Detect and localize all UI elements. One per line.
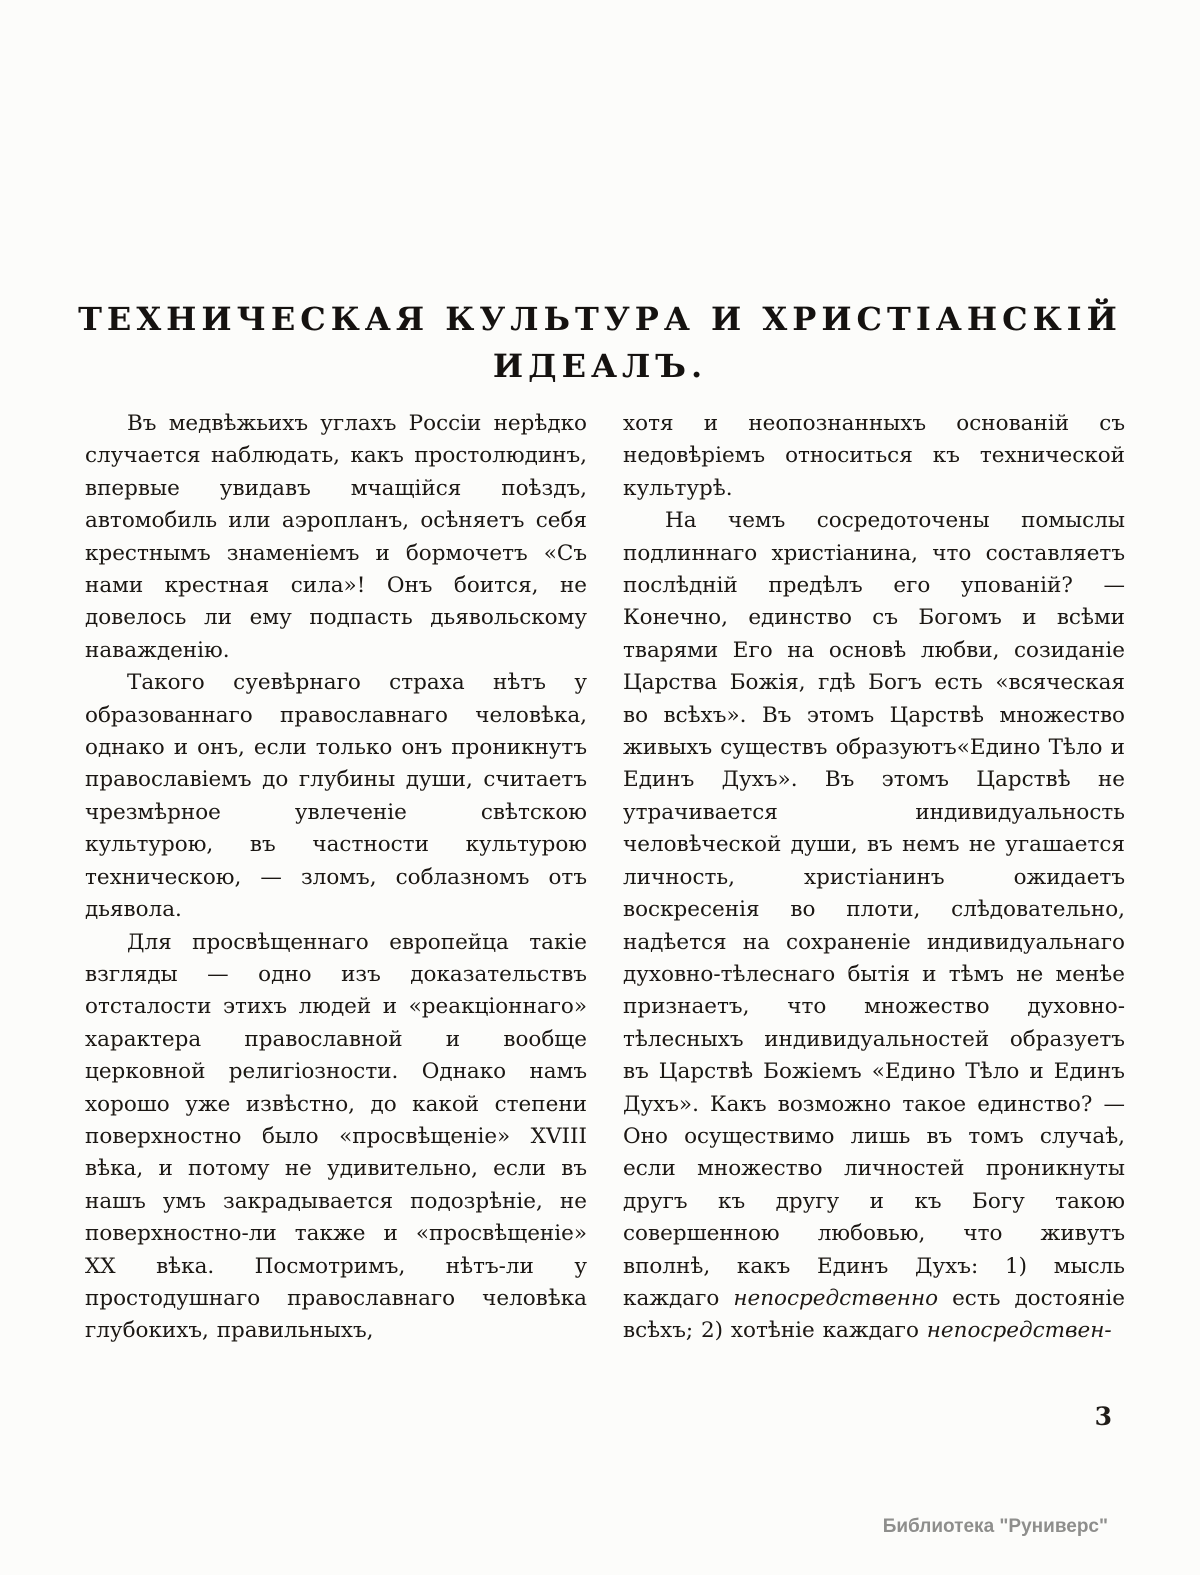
paragraph [623, 408, 1125, 505]
text-run: На чемъ сосредоточены помыслы подлиннаго христіанина, что составляетъ послѣдній предѣлъ его упованій? — Конечно, единство съ Богомъ и всѣми тварями Его на основѣ любви, созиданіе Царства Божія, гдѣ Богъ есть «всяческая во всѣхъ». Въ этомъ Царствѣ множество живыхъ существъ образуютъ«Едино Тѣло и Единъ Духъ». Въ этомъ Царствѣ не утрачивается индивидуальность человѣческой души, въ немъ не угашается личность, христіанинъ ожидаетъ воскресенія во плоти, слѣдовательно, надѣется на сохраненіе индивидуальнаго духовно-тѣлеснаго бытія и тѣмъ не менѣе признаетъ, что множество духовно-тѣлесныхъ индивидуальностей образуетъ въ Царствѣ Божіемъ «Едино Тѣло и Единъ Духъ». Какъ возможно такое единство? — Оно осуществимо лишь въ томъ случаѣ, если множество личностей проникнуты другъ къ другу и къ Богу такою совершенною любовью, что живутъ вполнѣ, какъ Единъ Духъ: 1) мысль каждаго [623, 508, 1125, 1311]
paragraph [623, 505, 1125, 1348]
right-column [623, 408, 1125, 1348]
left-column [85, 408, 587, 1348]
paragraph [85, 408, 587, 667]
text-run: хотя и неопознанныхъ основаній съ недовѣріемъ относиться къ технической культурѣ. [623, 411, 1125, 501]
text-run: Такого суевѣрнаго страха нѣтъ у образованнаго православнаго человѣка, однако и онъ, если только онъ проникнутъ православіемъ до глубины души, считаетъ чрезмѣрное увлеченіе свѣтскою культурою, въ частности культурою техническою, — зломъ, соблазномъ отъ дьявола. [85, 670, 587, 923]
text-run: есть достояніе всѣхъ; 2) хотѣніе каждаго [623, 1285, 1125, 1344]
text-run: Въ медвѣжьихъ углахъ Россіи нерѣдко случается наблюдать, какъ простолюдинъ, впервые увидавъ мчащійся поѣздъ, автомобиль или аэропланъ, осѣняетъ себя крестнымъ знаменіемъ и бормочетъ «Съ нами крестная сила»! Онъ боится, не довелось ли ему подпасть дьявольскому наважденію. [85, 411, 587, 663]
article-title-line1: ТЕХНИЧЕСКАЯ КУЛЬТУРА И ХРИСТІАНСКІЙ [78, 300, 1122, 338]
paragraph [85, 667, 587, 926]
italic-text-run: непосредственно [733, 1285, 939, 1311]
library-watermark: Библиотека "Руниверс" [882, 1516, 1108, 1537]
text-run: Для просвѣщеннаго европейца такіе взгляды — одно изъ доказательствъ отсталости этихъ людей и «реакціоннаго» характера православной и вообще церковной религіозности. Однако намъ хорошо уже извѣстно, до какой степени поверхностно было «просвѣщеніе» XVIII вѣка, и потому не удивительно, если въ нашъ умъ закрадывается подозрѣніе, не поверхностно-ли также и «просвѣщеніе» XX вѣка. Посмотримъ, нѣтъ-ли у простодушнаго православнаго человѣка глубокихъ, правильныхъ, [85, 929, 587, 1344]
article-title-line2: ИДЕАЛЪ. [492, 347, 708, 385]
italic-text-run: непосредствен- [926, 1318, 1112, 1344]
page-number: 3 [1094, 1402, 1112, 1431]
article-title [40, 296, 1160, 390]
paragraph [85, 927, 587, 1348]
two-column-text-body [85, 408, 1125, 1348]
